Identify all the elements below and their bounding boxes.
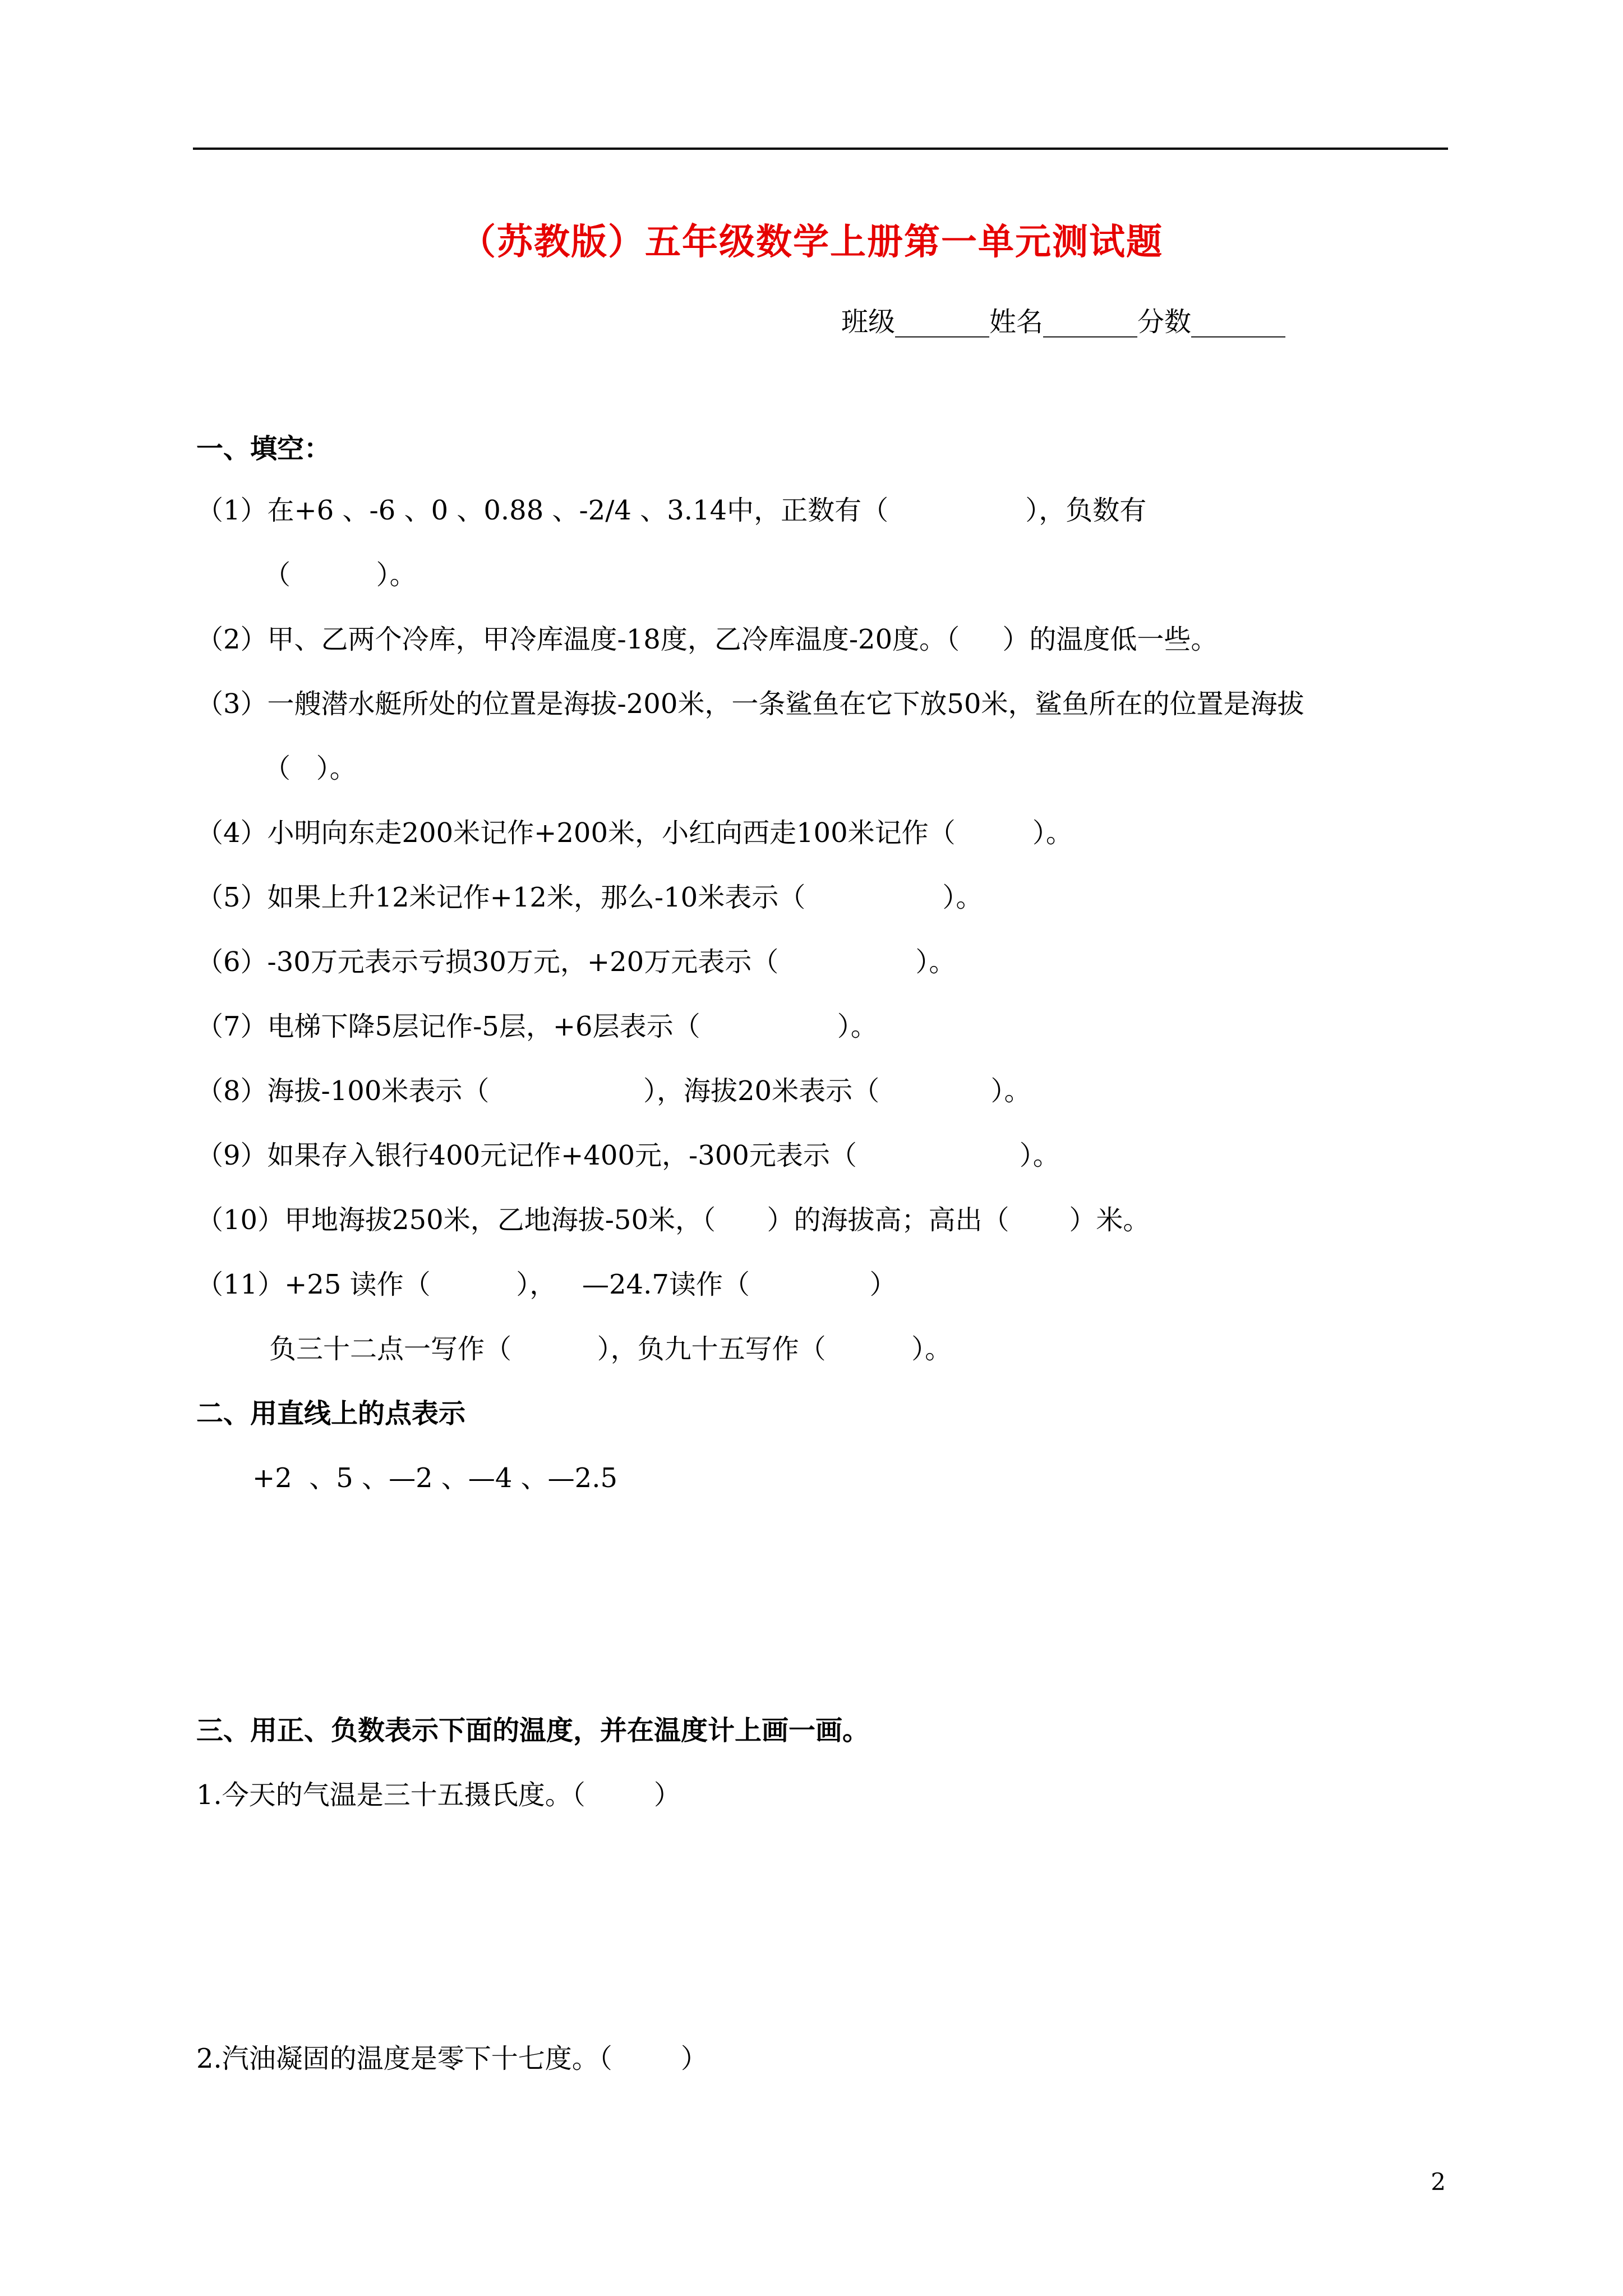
page-number: 2 [1431,2168,1446,2196]
section2-heading: 二、用直线上的点表示 [196,1398,466,1429]
page-title: （苏教版）五年级数学上册第一单元测试题 [460,222,1163,263]
section3-heading: 三、用正、负数表示下面的温度，并在温度计上画一画。 [196,1715,870,1746]
question-1b: （ ）。 [264,559,417,591]
question-4: （4）小明向东走200米记作+200米，小红向西走100米记作（ ）。 [196,817,1073,849]
student-info [841,300,1285,339]
question-6: （6）-30万元表示亏损30万元，+20万元表示（ ）。 [196,946,956,978]
temperature-question-2: 2.汽油凝固的温度是零下十七度。（ ） [196,2043,708,2074]
question-3a: （3）一艘潜水艇所处的位置是海拔-200米，一条鲨鱼在它下放50米，鲨鱼所在的位置是海拔 [196,688,1304,720]
question-10: （10）甲地海拔250米，乙地海拔-50米，（ ）的海拔高；高出（ ）米。 [196,1204,1150,1236]
question-11a: （11）+25 读作（ ）， —24.7读作（ ） [196,1269,897,1300]
name-field: 姓名_______ [989,306,1138,338]
class-field: 班级_______ [841,306,990,338]
question-1a: （1）在+6 、-6 、0 、0.88 、-2/4 、3.14中，正数有（ ），负数有 [196,495,1147,526]
section1-heading: 一、填空： [196,433,331,464]
header-rule [193,148,1448,150]
question-5: （5）如果上升12米记作+12米，那么-10米表示（ ）。 [196,882,983,913]
section2-items: +2 、5 、—2 、—4 、—2.5 [252,1462,618,1494]
question-8: （8）海拔-100米表示（ ），海拔20米表示（ ）。 [196,1075,1031,1107]
question-11b: 负三十二点一写作（ ），负九十五写作（ ）。 [269,1333,952,1365]
question-7: （7）电梯下降5层记作-5层，+6层表示（ ）。 [196,1011,878,1042]
temperature-question-1: 1.今天的气温是三十五摄氏度。（ ） [196,1779,681,1811]
question-2: （2）甲、乙两个冷库，甲冷库温度-18度，乙冷库温度-20度。（ ）的温度低一些。 [196,624,1218,655]
score-field: 分数_______ [1137,306,1286,338]
question-9: （9）如果存入银行400元记作+400元，-300元表示（ ）。 [196,1140,1060,1171]
question-3b: （ ）。 [264,753,357,784]
